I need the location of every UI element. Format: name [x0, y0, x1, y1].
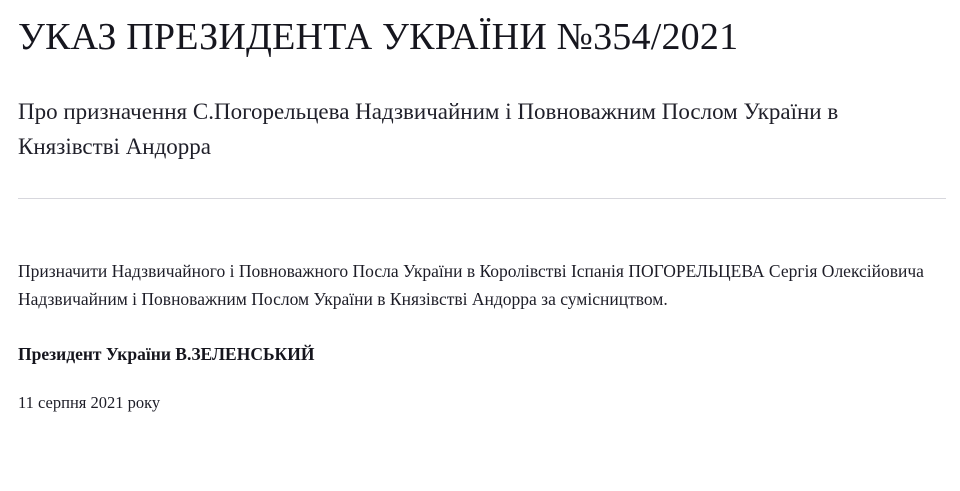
document-subtitle: Про призначення С.Погорельцева Надзвичайним і Повноважним Послом України в Князівстві Андорра	[18, 99, 839, 159]
document-signature: Президент України В.ЗЕЛЕНСЬКИЙ	[18, 344, 315, 364]
title-divider	[18, 198, 946, 199]
page-title: УКАЗ ПРЕЗИДЕНТА УКРАЇНИ №354/2021	[18, 16, 739, 58]
document-date: 11 серпня 2021 року	[18, 393, 161, 412]
document-body-paragraph: Призначити Надзвичайного і Повноважного Посла України в Королівстві Іспанія ПОГОРЕЛЬЦЕВА Сергія Олексійовича Надзвичайним і Повноважним Послом України в Князівстві Андорра за сумісництвом.	[18, 261, 924, 309]
